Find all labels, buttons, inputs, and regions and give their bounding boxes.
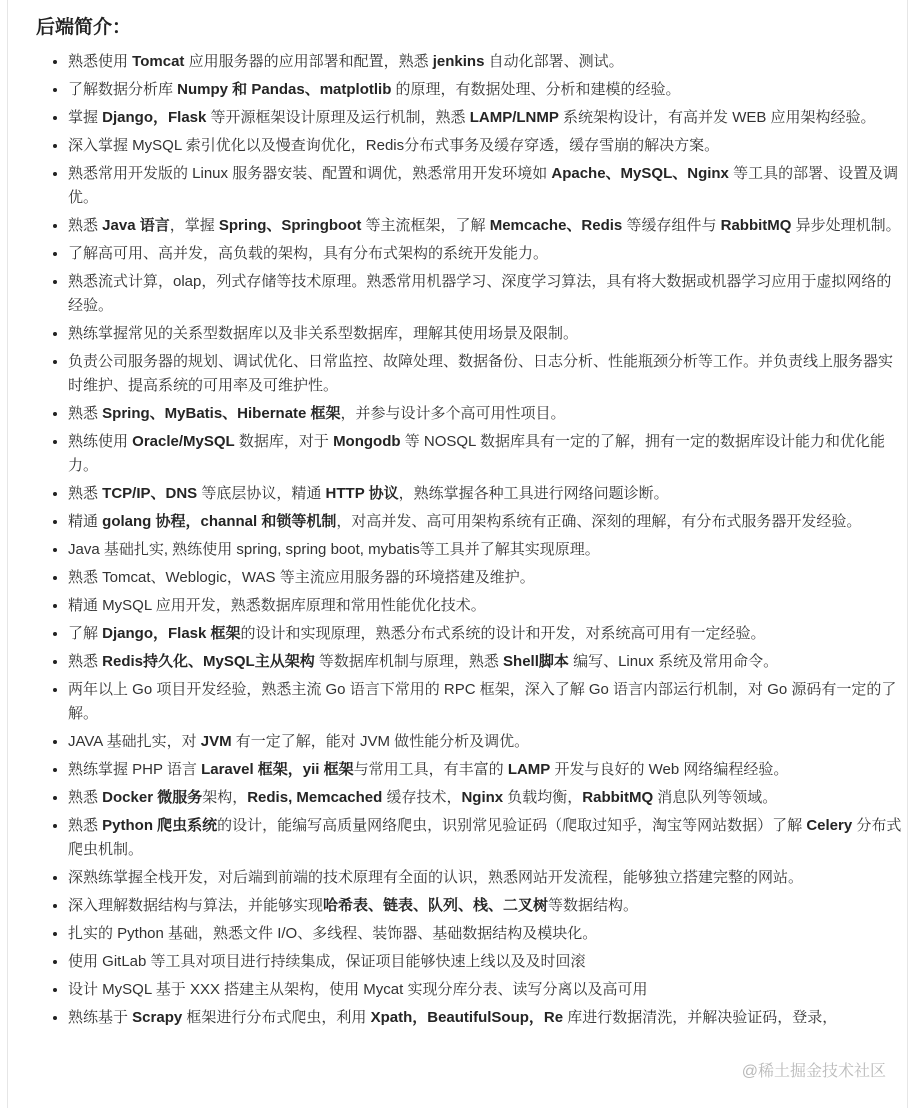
text: 了解 [68, 625, 103, 642]
bold-text: Python 爬虫系统 [102, 817, 218, 834]
list-item [68, 538, 906, 562]
text: 熟悉 [68, 817, 103, 834]
text: 等数据结构。 [548, 897, 639, 914]
bold-text: Numpy 和 Pandas、matplotlib [177, 81, 392, 98]
text: 分布式爬虫机制。 [68, 817, 902, 858]
text: 熟练基于 [68, 1009, 133, 1026]
list-item [68, 430, 906, 478]
text: 异步处理机制。 [791, 217, 901, 234]
text: 的原理，有数据处理、分析和建模的经验。 [391, 81, 681, 98]
list-item [68, 678, 906, 726]
text: 缓存技术， [382, 789, 462, 806]
bold-text: Xpath，BeautifulSoup，Re [370, 1009, 564, 1026]
list-item [68, 786, 906, 810]
text: ，掌握 [169, 217, 219, 234]
text: 框架进行分布式爬虫，利用 [182, 1009, 371, 1026]
watermark: @稀土掘金技术社区 [741, 1063, 886, 1080]
text: 等数据库机制与原理，熟悉 [314, 653, 504, 670]
text: 熟练使用 [68, 433, 133, 450]
list-item [68, 814, 906, 862]
text: 开发与良好的 Web 网络编程经验。 [550, 761, 789, 778]
text: 负责公司服务器的规划、调试优化、日常监控、故障处理、数据备份、日志分析、性能瓶颈分析等工作。并负责线上服务器实时维护、提高系统的可用率及可维护性。 [68, 353, 894, 394]
bold-text: Tomcat [132, 53, 185, 70]
bold-text: Django，Flask 框架 [102, 625, 241, 642]
bold-text: LAMP/LNMP [469, 109, 559, 126]
list-item [68, 242, 906, 266]
bold-text: golang 协程，channal 和锁等机制 [102, 513, 337, 530]
text: 等开源框架设计原理及运行机制，熟悉 [206, 109, 470, 126]
text: 等底层协议，精通 [197, 485, 326, 502]
text: 精通 MySQL 应用开发，熟悉数据库原理和常用性能优化技术。 [68, 597, 486, 614]
list-item [68, 922, 906, 946]
text: ，对高并发、高可用架构系统有正确、深刻的理解，有分布式服务器开发经验。 [336, 513, 862, 530]
bold-text: Redis, Memcached [247, 789, 383, 806]
list-item [68, 1006, 906, 1030]
bold-text: JVM [200, 733, 232, 750]
text: 应用服务器的应用部署和配置，熟悉 [184, 53, 433, 70]
text: 深入理解数据结构与算法，并能够实现 [68, 897, 324, 914]
skills-list [36, 50, 906, 1034]
text: 等缓存组件与 [622, 217, 721, 234]
list-item [68, 978, 906, 1002]
text: Java 基础扎实, 熟练使用 spring, spring boot, mybatis等工具并了解其实现原理。 [68, 541, 600, 558]
text: 熟悉 [68, 653, 103, 670]
bold-text: 哈希表、链表、队列、栈、二叉树 [323, 897, 549, 914]
bold-text: Java 语言 [102, 217, 170, 234]
bold-text: Memcache、Redis [489, 217, 623, 234]
list-item [68, 730, 906, 754]
text: 设计 MySQL 基于 XXX 搭建主从架构，使用 Mycat 实现分库分表、读写分离以及高可用 [68, 981, 648, 998]
text: 精通 [68, 513, 103, 530]
text: JAVA 基础扎实，对 [68, 733, 201, 750]
list-item [68, 402, 906, 426]
text: 库进行数据清洗，并解决验证码，登录， [563, 1009, 838, 1026]
bold-text: RabbitMQ [720, 217, 792, 234]
bold-text: Spring、MyBatis、Hibernate 框架 [102, 405, 341, 422]
text: 自动化部署、测试。 [484, 53, 624, 70]
list-item [68, 50, 906, 74]
text: 熟悉 Tomcat、Weblogic，WAS 等主流应用服务器的环境搭建及维护。 [68, 569, 535, 586]
text: 熟悉 [68, 485, 103, 502]
bold-text: Shell脚本 [503, 653, 569, 670]
text: 系统架构设计，有高并发 WEB 应用架构经验。 [558, 109, 876, 126]
list-item [68, 894, 906, 918]
text: 熟悉 [68, 405, 103, 422]
bold-text: Nginx [461, 789, 504, 806]
list-item [68, 866, 906, 890]
list-item [68, 134, 906, 158]
list-item [68, 510, 906, 534]
text: 消息队列等领域。 [653, 789, 778, 806]
text: 熟悉流式计算，olap，列式存储等技术原理。熟悉常用机器学习、深度学习算法，具有将大数据或机器学习应用于虚拟网络的经验。 [68, 273, 892, 314]
text: 了解高可用、高并发，高负载的架构，具有分布式架构的系统开发能力。 [68, 245, 549, 262]
text: 熟悉 [68, 789, 103, 806]
bold-text: Oracle/MySQL [132, 433, 235, 450]
bold-text: Laravel 框架，yii 框架 [201, 761, 354, 778]
text: 有一定了解，能对 JVM 做性能分析及调优。 [231, 733, 530, 750]
text: ，熟练掌握各种工具进行网络问题诊断。 [398, 485, 669, 502]
bold-text: Celery [806, 817, 853, 834]
bold-text: TCP/IP、DNS [102, 485, 198, 502]
text: 的设计和实现原理，熟悉分布式系统的设计和开发，对系统高可用有一定经验。 [240, 625, 766, 642]
section-heading: 后端简介： [36, 17, 132, 38]
text: 使用 GitLab 等工具对项目进行持续集成，保证项目能够快速上线以及及时回滚 [68, 953, 586, 970]
bold-text: Django，Flask [102, 109, 207, 126]
bold-text: Apache、MySQL、Nginx [551, 165, 729, 182]
text: 熟悉常用开发版的 Linux 服务器安装、配置和调优，熟悉常用开发环境如 [68, 165, 552, 182]
text: 编写、Linux 系统及常用命令。 [568, 653, 779, 670]
bold-text: Mongodb [333, 433, 401, 450]
text: 架构， [202, 789, 248, 806]
text: 与常用工具，有丰富的 [353, 761, 508, 778]
text: ，并参与设计多个高可用性项目。 [340, 405, 566, 422]
text: 熟练掌握 PHP 语言 [68, 761, 202, 778]
text: 等 NOSQL 数据库具有一定的了解，拥有一定的数据库设计能力和优化能力。 [68, 433, 886, 474]
text: 掌握 [68, 109, 103, 126]
list-item [68, 322, 906, 346]
list-item [68, 106, 906, 130]
list-item [68, 162, 906, 210]
list-item [68, 78, 906, 102]
list-item [68, 650, 906, 674]
bold-text: jenkins [432, 53, 485, 70]
list-item [68, 482, 906, 506]
bold-text: HTTP 协议 [325, 485, 399, 502]
text: 熟练掌握常见的关系型数据库以及非关系型数据库，理解其使用场景及限制。 [68, 325, 579, 342]
text: 等工具的部署、设置及调优。 [68, 165, 899, 206]
list-item [68, 270, 906, 318]
text: 扎实的 Python 基础，熟悉文件 I/O、多线程、装饰器、基础数据结构及模块化。 [68, 925, 598, 942]
bold-text: RabbitMQ [582, 789, 654, 806]
bold-text: Scrapy [132, 1009, 183, 1026]
bold-text: LAMP [507, 761, 551, 778]
text: 数据库，对于 [234, 433, 334, 450]
bold-text: Redis持久化、MySQL主从架构 [102, 653, 315, 670]
text: 熟悉 [68, 217, 103, 234]
text: 了解数据分析库 [68, 81, 178, 98]
list-item [68, 214, 906, 238]
list-item [68, 758, 906, 782]
text: 深熟练掌握全栈开发，对后端到前端的技术原理有全面的认识，熟悉网站开发流程，能够独立搭建完整的网站。 [68, 869, 804, 886]
bold-text: Spring、Springboot [218, 217, 362, 234]
text: 两年以上 Go 项目开发经验，熟悉主流 Go 语言下常用的 RPC 框架，深入了解 Go 语言内部运行机制，对 Go 源码有一定的了解。 [68, 681, 897, 722]
list-item [68, 622, 906, 646]
text: 熟悉使用 [68, 53, 133, 70]
bold-text: Docker 微服务 [102, 789, 203, 806]
text: 负载均衡， [503, 789, 583, 806]
text: 深入掌握 MySQL 索引优化以及慢查询优化，Redis分布式事务及缓存穿透，缓存雪崩的解决方案。 [68, 137, 720, 154]
list-item [68, 950, 906, 974]
list-item [68, 594, 906, 618]
text: 等主流框架，了解 [361, 217, 490, 234]
text: 的设计，能编写高质量网络爬虫，识别常见验证码（爬取过知乎，淘宝等网站数据）了解 [217, 817, 807, 834]
list-item [68, 566, 906, 590]
list-item [68, 350, 906, 398]
